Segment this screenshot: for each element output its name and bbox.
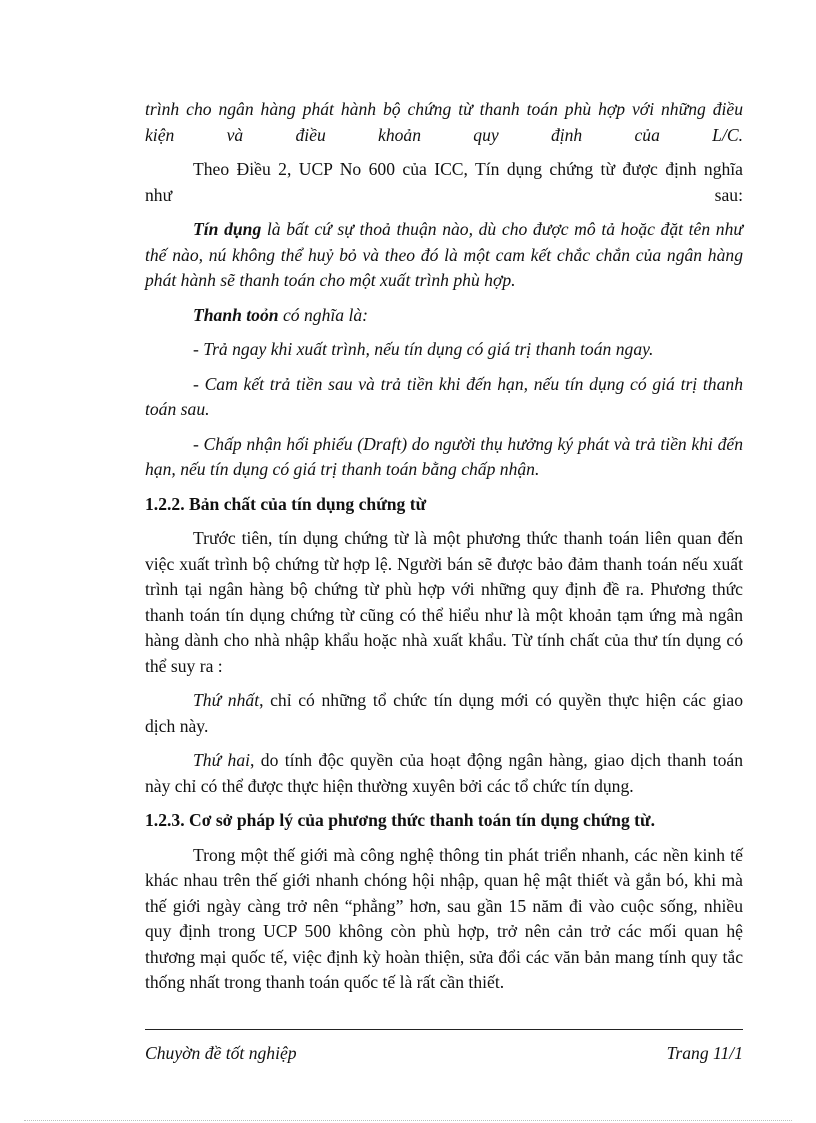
section-heading-1-2-2: 1.2.2. Bản chất của tín dụng chứng từ [145,493,427,514]
footer-title: Chuyờn đề tốt nghiệp [145,1043,297,1063]
honour-bullet-1: - Trả ngay khi xuất trình, nếu tín dụng có giá trị thanh toán ngay. [193,339,654,359]
section-1-2-3-paragraph: Trong một thế giới mà công nghệ thông tin phát triển nhanh, các nền kinh tế khác nhau trên thế giới nhanh chóng hội nhập, quan hệ mật thiết và gắn bó, khi mà thế giới ngày càng trở nên “phẳng” hơn, sau gần 15 năm đi vào cuộc sống, nhiều quy định trong UCP 500 không còn phù hợp, trở nên cản trở các mối quan hệ thương mại quốc tế, việc định kỳ hoàn thiện, sửa đổi các văn bản mang tính quy tắc thống nhất trong thanh toán quốc tế là rất cần thiết. [145,844,743,992]
ucp-definition-line1: Theo Điều 2, UCP No 600 của ICC, Tín dụng chứng từ được định nghĩa [193,159,743,179]
ucp-word-right: sau: [714,184,743,205]
first-point-paragraph [145,688,743,739]
footer-divider [145,1029,743,1030]
paragraph-continuation-line1: trình cho ngân hàng phát hành bộ chứng từ thanh toán phù hợp với những điều [145,99,743,119]
footer-page-number: Trang 11/1 [666,1043,743,1063]
first-point-text: , chỉ có những tổ chức tín dụng mới có quyền thực hiện các giao dịch này. [145,690,744,736]
word: định [550,124,583,145]
second-point-term: Thứ hai [193,750,251,770]
second-point-text: , do tính độc quyền của hoạt động ngân hàng, giao dịch thanh toán này chỉ có thể được thực hiện thường xuyên bởi các tổ chức tín dụng. [145,750,743,796]
second-point-paragraph [145,748,743,799]
honour-definition [145,303,743,329]
honour-bullet-3: - Chấp nhận hối phiếu (Draft) do người thụ hưởng ký phát và trả tiền khi đến hạn, nếu tín dụng có giá trị thanh toán bằng chấp nhận. [145,433,743,479]
ucp-definition-line2 [145,183,743,209]
credit-term: Tín dụng [193,219,262,239]
credit-definition [145,217,743,294]
honour-bullet-2: - Cam kết trả tiền sau và trả tiền khi đến hạn, nếu tín dụng có giá trị thanh toán sau. [145,373,743,419]
word: và [226,124,244,145]
document-page [145,97,743,996]
word: L/C. [712,124,743,145]
section-heading-1-2-3: 1.2.3. Cơ sở pháp lý của phương thức thanh toán tín dụng chứng từ. [145,810,655,830]
honour-term: Thanh toỏn [193,304,279,325]
word: kiện [145,124,175,145]
paragraph-continuation-line2 [145,123,743,149]
credit-definition-text: là bất cứ sự thoả thuận nào, dù cho được mô tả hoặc đặt tên như thế nào, nú không thể huỷ bỏ và theo đó là một cam kết chắc chắn của ngân hàng phát hành sẽ thanh toán cho một xuất trình phù hợp. [145,219,743,290]
section-1-2-2-paragraph: Trước tiên, tín dụng chứng từ là một phương thức thanh toán liên quan đến việc xuất trình bộ chứng từ hợp lệ. Người bán sẽ được bảo đảm thanh toán nếu xuất trình tại ngân hàng bộ chứng từ phù hợp với những quy định đề ra. Phương thức thanh toán tín dụng chứng từ cũng có thể hiểu như là một khoản tạm ứng mà ngân hàng dành cho nhà nhập khẩu hoặc nhà xuất khẩu. Từ tính chất của thư tín dụng có thể suy ra : [145,528,743,676]
ucp-word-left: như [145,184,173,205]
page-footer [145,1043,743,1064]
first-point-term: Thứ nhất [193,690,260,710]
honour-definition-text: có nghĩa là: [278,304,368,325]
word: điều [295,124,326,145]
page-bottom-border [24,1120,792,1121]
word: quy [473,124,499,145]
word: của [634,124,660,145]
word: khoản [378,124,422,145]
